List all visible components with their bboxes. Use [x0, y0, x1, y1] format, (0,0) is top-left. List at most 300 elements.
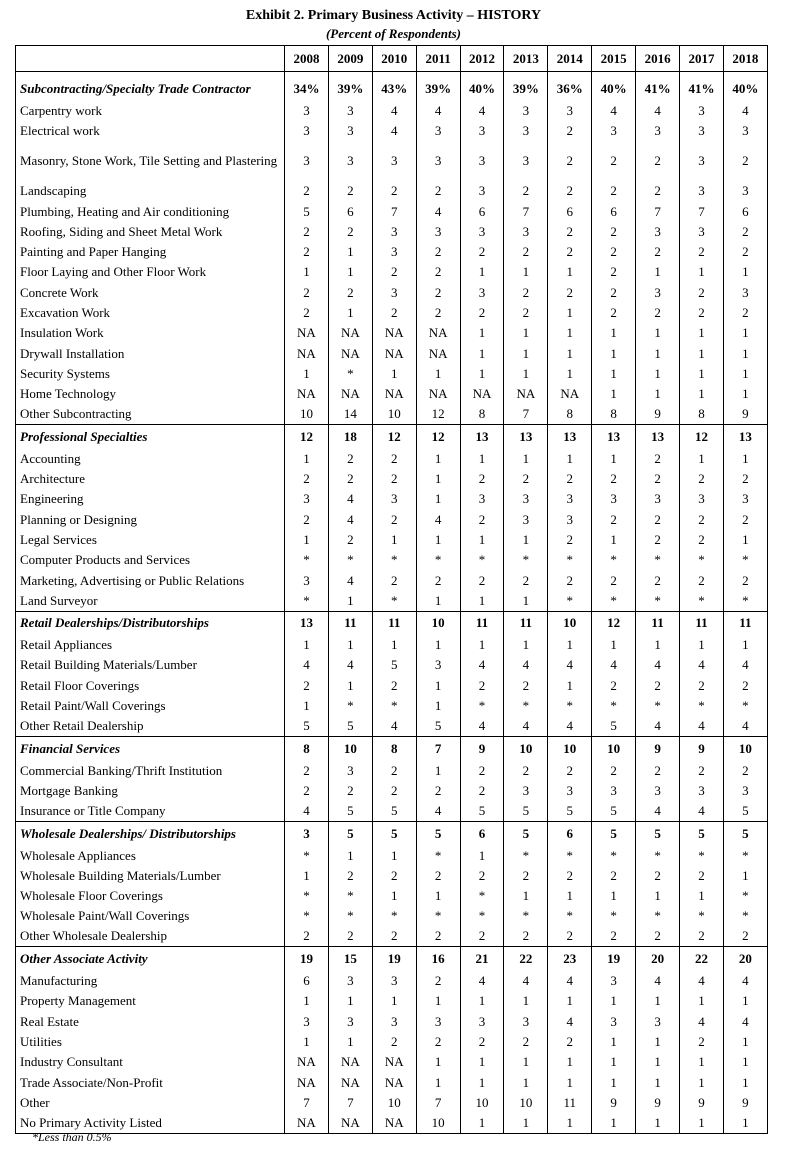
value-cell: 4	[372, 101, 416, 121]
category-total-cell: 23	[548, 947, 592, 971]
value-cell: 1	[636, 1032, 680, 1052]
value-cell: *	[592, 550, 636, 570]
value-cell: 1	[723, 384, 767, 404]
value-cell: 7	[504, 404, 548, 424]
value-cell: 2	[592, 510, 636, 530]
value-cell: 2	[460, 469, 504, 489]
value-cell: 3	[460, 121, 504, 141]
value-cell: 1	[548, 635, 592, 655]
value-cell: 4	[548, 1011, 592, 1031]
value-cell: 3	[504, 1011, 548, 1031]
value-cell: 3	[460, 489, 504, 509]
value-cell: 1	[504, 1052, 548, 1072]
value-cell: 7	[680, 201, 724, 221]
category-total-cell: 22	[680, 947, 724, 971]
table-row	[16, 845, 768, 865]
value-cell: 2	[723, 303, 767, 323]
category-label: Other Associate Activity	[16, 947, 285, 971]
category-total-cell: 9	[460, 737, 504, 761]
value-cell: 1	[504, 1113, 548, 1133]
value-cell: 4	[592, 101, 636, 121]
value-cell: 2	[504, 866, 548, 886]
value-cell: 12	[416, 404, 460, 424]
value-cell: 1	[285, 696, 329, 716]
value-cell: 5	[372, 655, 416, 675]
table-row	[16, 991, 768, 1011]
value-cell: 2	[636, 510, 680, 530]
table-row	[16, 1052, 768, 1072]
year-header-2011: 2011	[416, 46, 460, 72]
value-cell: 7	[504, 201, 548, 221]
value-cell: 1	[680, 262, 724, 282]
value-cell: 3	[504, 510, 548, 530]
value-cell: 1	[548, 676, 592, 696]
value-cell: 2	[285, 303, 329, 323]
header-row	[16, 46, 768, 72]
value-cell: 2	[548, 866, 592, 886]
value-cell: *	[416, 550, 460, 570]
table-row	[16, 121, 768, 141]
value-cell: *	[285, 845, 329, 865]
value-cell: *	[680, 591, 724, 611]
value-cell: 1	[328, 262, 372, 282]
row-label: Architecture	[16, 469, 285, 489]
value-cell: 9	[636, 1093, 680, 1113]
value-cell: 2	[285, 242, 329, 262]
value-cell: 2	[372, 927, 416, 947]
table-row	[16, 655, 768, 675]
value-cell: 2	[592, 303, 636, 323]
value-cell: 2	[636, 866, 680, 886]
table-row	[16, 1113, 768, 1133]
value-cell: 4	[636, 716, 680, 736]
value-cell: 1	[504, 886, 548, 906]
value-cell: 2	[372, 181, 416, 201]
row-label: Wholesale Paint/Wall Coverings	[16, 906, 285, 926]
category-total-cell: 12	[285, 425, 329, 449]
category-row	[16, 737, 768, 761]
row-label: Retail Building Materials/Lumber	[16, 655, 285, 675]
row-label: Other	[16, 1093, 285, 1113]
row-label: Home Technology	[16, 384, 285, 404]
value-cell: 3	[372, 141, 416, 181]
value-cell: 1	[680, 1113, 724, 1133]
value-cell: 1	[636, 635, 680, 655]
value-cell: 10	[416, 1113, 460, 1133]
value-cell: 3	[504, 489, 548, 509]
table-row	[16, 801, 768, 821]
value-cell: 2	[504, 283, 548, 303]
value-cell: 1	[328, 845, 372, 865]
value-cell: 2	[504, 761, 548, 781]
value-cell: 2	[592, 283, 636, 303]
value-cell: 3	[328, 1011, 372, 1031]
value-cell: 1	[680, 1052, 724, 1072]
value-cell: 3	[636, 121, 680, 141]
value-cell: 3	[680, 222, 724, 242]
value-cell: 4	[548, 655, 592, 675]
value-cell: 1	[328, 242, 372, 262]
category-total-cell: 10	[548, 611, 592, 635]
value-cell: 3	[504, 101, 548, 121]
value-cell: *	[680, 906, 724, 926]
category-total-cell: 13	[285, 611, 329, 635]
value-cell: 1	[592, 1032, 636, 1052]
value-cell: 3	[416, 121, 460, 141]
value-cell: 1	[328, 1032, 372, 1052]
value-cell: NA	[285, 1113, 329, 1133]
value-cell: *	[504, 845, 548, 865]
row-label: Industry Consultant	[16, 1052, 285, 1072]
value-cell: 1	[460, 591, 504, 611]
value-cell: NA	[416, 343, 460, 363]
category-total-cell: 13	[636, 425, 680, 449]
value-cell: 3	[548, 781, 592, 801]
value-cell: 1	[285, 866, 329, 886]
table-row	[16, 222, 768, 242]
category-total-cell: 11	[504, 611, 548, 635]
value-cell: 4	[680, 655, 724, 675]
category-total-cell: 5	[504, 821, 548, 845]
value-cell: 4	[723, 716, 767, 736]
value-cell: *	[460, 886, 504, 906]
category-total-cell: 12	[680, 425, 724, 449]
value-cell: 1	[416, 761, 460, 781]
value-cell: 4	[416, 101, 460, 121]
value-cell: 3	[285, 1011, 329, 1031]
year-header-2009: 2009	[328, 46, 372, 72]
value-cell: NA	[285, 343, 329, 363]
value-cell: 5	[372, 801, 416, 821]
category-total-cell: 41%	[636, 77, 680, 101]
value-cell: 9	[636, 404, 680, 424]
table-row	[16, 781, 768, 801]
value-cell: 3	[680, 781, 724, 801]
value-cell: 1	[504, 449, 548, 469]
value-cell: 4	[723, 101, 767, 121]
value-cell: 2	[636, 676, 680, 696]
value-cell: 1	[504, 1072, 548, 1092]
value-cell: 4	[460, 716, 504, 736]
value-cell: 1	[636, 1113, 680, 1133]
value-cell: NA	[285, 323, 329, 343]
value-cell: 3	[416, 1011, 460, 1031]
value-cell: 2	[723, 510, 767, 530]
value-cell: 2	[548, 242, 592, 262]
value-cell: 2	[460, 781, 504, 801]
value-cell: 2	[285, 927, 329, 947]
value-cell: 3	[372, 283, 416, 303]
value-cell: 2	[328, 449, 372, 469]
value-cell: 3	[285, 141, 329, 181]
value-cell: 1	[636, 886, 680, 906]
value-cell: 6	[328, 201, 372, 221]
value-cell: 2	[416, 927, 460, 947]
value-cell: *	[460, 906, 504, 926]
row-label: Other Subcontracting	[16, 404, 285, 424]
category-total-cell: 39%	[504, 77, 548, 101]
value-cell: NA	[372, 1072, 416, 1092]
value-cell: 3	[592, 121, 636, 141]
value-cell: 1	[548, 323, 592, 343]
row-label: Real Estate	[16, 1011, 285, 1031]
row-label: Roofing, Siding and Sheet Metal Work	[16, 222, 285, 242]
value-cell: 1	[460, 364, 504, 384]
value-cell: 1	[680, 635, 724, 655]
value-cell: 1	[460, 635, 504, 655]
value-cell: 1	[504, 991, 548, 1011]
value-cell: 2	[636, 449, 680, 469]
row-label: Security Systems	[16, 364, 285, 384]
value-cell: NA	[285, 1052, 329, 1072]
value-cell: 2	[285, 283, 329, 303]
value-cell: 3	[504, 222, 548, 242]
value-cell: 2	[548, 181, 592, 201]
value-cell: 3	[372, 222, 416, 242]
value-cell: 2	[548, 570, 592, 590]
category-total-cell: 6	[460, 821, 504, 845]
table-row	[16, 343, 768, 363]
value-cell: 5	[285, 716, 329, 736]
value-cell: 1	[416, 676, 460, 696]
value-cell: *	[285, 886, 329, 906]
value-cell: 1	[636, 364, 680, 384]
value-cell: 1	[592, 886, 636, 906]
category-total-cell: 19	[285, 947, 329, 971]
value-cell: 1	[416, 449, 460, 469]
value-cell: 1	[636, 262, 680, 282]
value-cell: *	[723, 906, 767, 926]
row-label: Mortgage Banking	[16, 781, 285, 801]
value-cell: 3	[504, 781, 548, 801]
value-cell: 1	[460, 1072, 504, 1092]
value-cell: 4	[372, 716, 416, 736]
value-cell: 3	[460, 283, 504, 303]
value-cell: 2	[723, 242, 767, 262]
category-total-cell: 39%	[416, 77, 460, 101]
value-cell: 1	[328, 635, 372, 655]
year-header-2018: 2018	[723, 46, 767, 72]
value-cell: 2	[680, 761, 724, 781]
value-cell: 3	[680, 121, 724, 141]
value-cell: 4	[372, 121, 416, 141]
value-cell: 5	[592, 716, 636, 736]
category-total-cell: 21	[460, 947, 504, 971]
value-cell: 2	[592, 927, 636, 947]
value-cell: 1	[548, 1113, 592, 1133]
category-total-cell: 5	[636, 821, 680, 845]
value-cell: 3	[285, 101, 329, 121]
value-cell: 3	[636, 222, 680, 242]
value-cell: 9	[680, 1093, 724, 1113]
value-cell: 2	[548, 761, 592, 781]
value-cell: 4	[460, 655, 504, 675]
value-cell: 2	[592, 469, 636, 489]
value-cell: 3	[680, 141, 724, 181]
value-cell: 1	[723, 449, 767, 469]
category-total-cell: 5	[680, 821, 724, 845]
value-cell: 4	[416, 510, 460, 530]
table-row	[16, 906, 768, 926]
category-total-cell: 13	[723, 425, 767, 449]
row-label: Other Retail Dealership	[16, 716, 285, 736]
value-cell: 1	[548, 364, 592, 384]
value-cell: 2	[636, 141, 680, 181]
value-cell: 2	[636, 469, 680, 489]
value-cell: *	[328, 886, 372, 906]
row-label: Landscaping	[16, 181, 285, 201]
table-row	[16, 550, 768, 570]
value-cell: *	[723, 591, 767, 611]
year-header-2010: 2010	[372, 46, 416, 72]
row-label: Floor Laying and Other Floor Work	[16, 262, 285, 282]
value-cell: 5	[460, 801, 504, 821]
footnote: *Less than 0.5%	[32, 1130, 112, 1144]
category-total-cell: 40%	[723, 77, 767, 101]
value-cell: 2	[460, 1032, 504, 1052]
value-cell: 2	[416, 181, 460, 201]
value-cell: 1	[416, 530, 460, 550]
value-cell: 2	[636, 761, 680, 781]
value-cell: *	[636, 845, 680, 865]
category-total-cell: 12	[372, 425, 416, 449]
value-cell: 1	[416, 591, 460, 611]
category-total-cell: 34%	[285, 77, 329, 101]
value-cell: 2	[723, 676, 767, 696]
value-cell: 2	[416, 262, 460, 282]
value-cell: 3	[460, 181, 504, 201]
year-header-2017: 2017	[680, 46, 724, 72]
value-cell: 2	[328, 469, 372, 489]
value-cell: 3	[328, 141, 372, 181]
value-cell: 2	[285, 676, 329, 696]
value-cell: 4	[636, 655, 680, 675]
value-cell: 2	[460, 927, 504, 947]
value-cell: 5	[416, 716, 460, 736]
value-cell: 1	[460, 845, 504, 865]
value-cell: 1	[592, 1072, 636, 1092]
value-cell: 1	[592, 384, 636, 404]
value-cell: *	[723, 886, 767, 906]
category-total-cell: 10	[504, 737, 548, 761]
value-cell: 1	[636, 384, 680, 404]
category-total-cell: 41%	[680, 77, 724, 101]
value-cell: NA	[372, 1052, 416, 1072]
value-cell: 1	[548, 886, 592, 906]
row-label: Retail Floor Coverings	[16, 676, 285, 696]
category-total-cell: 40%	[592, 77, 636, 101]
value-cell: *	[592, 591, 636, 611]
row-label: Electrical work	[16, 121, 285, 141]
value-cell: 3	[372, 242, 416, 262]
year-header-2008: 2008	[285, 46, 329, 72]
value-cell: 2	[723, 570, 767, 590]
value-cell: 3	[285, 489, 329, 509]
value-cell: 5	[723, 801, 767, 821]
value-cell: 2	[460, 866, 504, 886]
value-cell: 1	[504, 323, 548, 343]
value-cell: 7	[636, 201, 680, 221]
value-cell: 1	[285, 635, 329, 655]
value-cell: 4	[636, 971, 680, 991]
table-row	[16, 469, 768, 489]
value-cell: 2	[416, 1032, 460, 1052]
table-row	[16, 404, 768, 424]
value-cell: 2	[328, 222, 372, 242]
category-total-cell: 9	[680, 737, 724, 761]
value-cell: 2	[372, 676, 416, 696]
value-cell: 1	[285, 1032, 329, 1052]
value-cell: 2	[723, 222, 767, 242]
value-cell: 1	[548, 343, 592, 363]
value-cell: 1	[372, 991, 416, 1011]
value-cell: *	[285, 906, 329, 926]
value-cell: 3	[416, 222, 460, 242]
row-label: Excavation Work	[16, 303, 285, 323]
value-cell: *	[504, 550, 548, 570]
value-cell: 4	[723, 1011, 767, 1031]
value-cell: 2	[548, 530, 592, 550]
value-cell: 4	[548, 971, 592, 991]
value-cell: 1	[680, 384, 724, 404]
value-cell: NA	[372, 1113, 416, 1133]
value-cell: 7	[372, 201, 416, 221]
value-cell: 8	[548, 404, 592, 424]
value-cell: *	[680, 845, 724, 865]
table-row	[16, 242, 768, 262]
category-label: Wholesale Dealerships/ Distributorships	[16, 821, 285, 845]
value-cell: 1	[723, 1052, 767, 1072]
category-total-cell: 39%	[328, 77, 372, 101]
value-cell: 2	[548, 141, 592, 181]
value-cell: 3	[636, 781, 680, 801]
year-header-2013: 2013	[504, 46, 548, 72]
row-label: Trade Associate/Non-Profit	[16, 1072, 285, 1092]
value-cell: *	[328, 696, 372, 716]
category-total-cell: 6	[548, 821, 592, 845]
row-label: Insurance or Title Company	[16, 801, 285, 821]
value-cell: 2	[460, 303, 504, 323]
value-cell: 3	[416, 655, 460, 675]
value-cell: 2	[504, 676, 548, 696]
value-cell: 2	[372, 510, 416, 530]
value-cell: *	[548, 906, 592, 926]
value-cell: 3	[680, 101, 724, 121]
row-label: Planning or Designing	[16, 510, 285, 530]
value-cell: 2	[592, 262, 636, 282]
value-cell: 3	[328, 761, 372, 781]
value-cell: 2	[592, 866, 636, 886]
row-label: Engineering	[16, 489, 285, 509]
value-cell: 1	[372, 364, 416, 384]
value-cell: *	[372, 696, 416, 716]
value-cell: 4	[328, 510, 372, 530]
value-cell: 5	[548, 801, 592, 821]
value-cell: 2	[723, 761, 767, 781]
value-cell: *	[636, 591, 680, 611]
value-cell: 2	[680, 242, 724, 262]
value-cell: 1	[460, 991, 504, 1011]
value-cell: 4	[548, 716, 592, 736]
value-cell: 5	[328, 716, 372, 736]
value-cell: 3	[372, 971, 416, 991]
value-cell: 1	[285, 364, 329, 384]
value-cell: 3	[723, 489, 767, 509]
value-cell: 4	[680, 1011, 724, 1031]
value-cell: 4	[504, 716, 548, 736]
value-cell: 2	[416, 242, 460, 262]
value-cell: *	[548, 591, 592, 611]
